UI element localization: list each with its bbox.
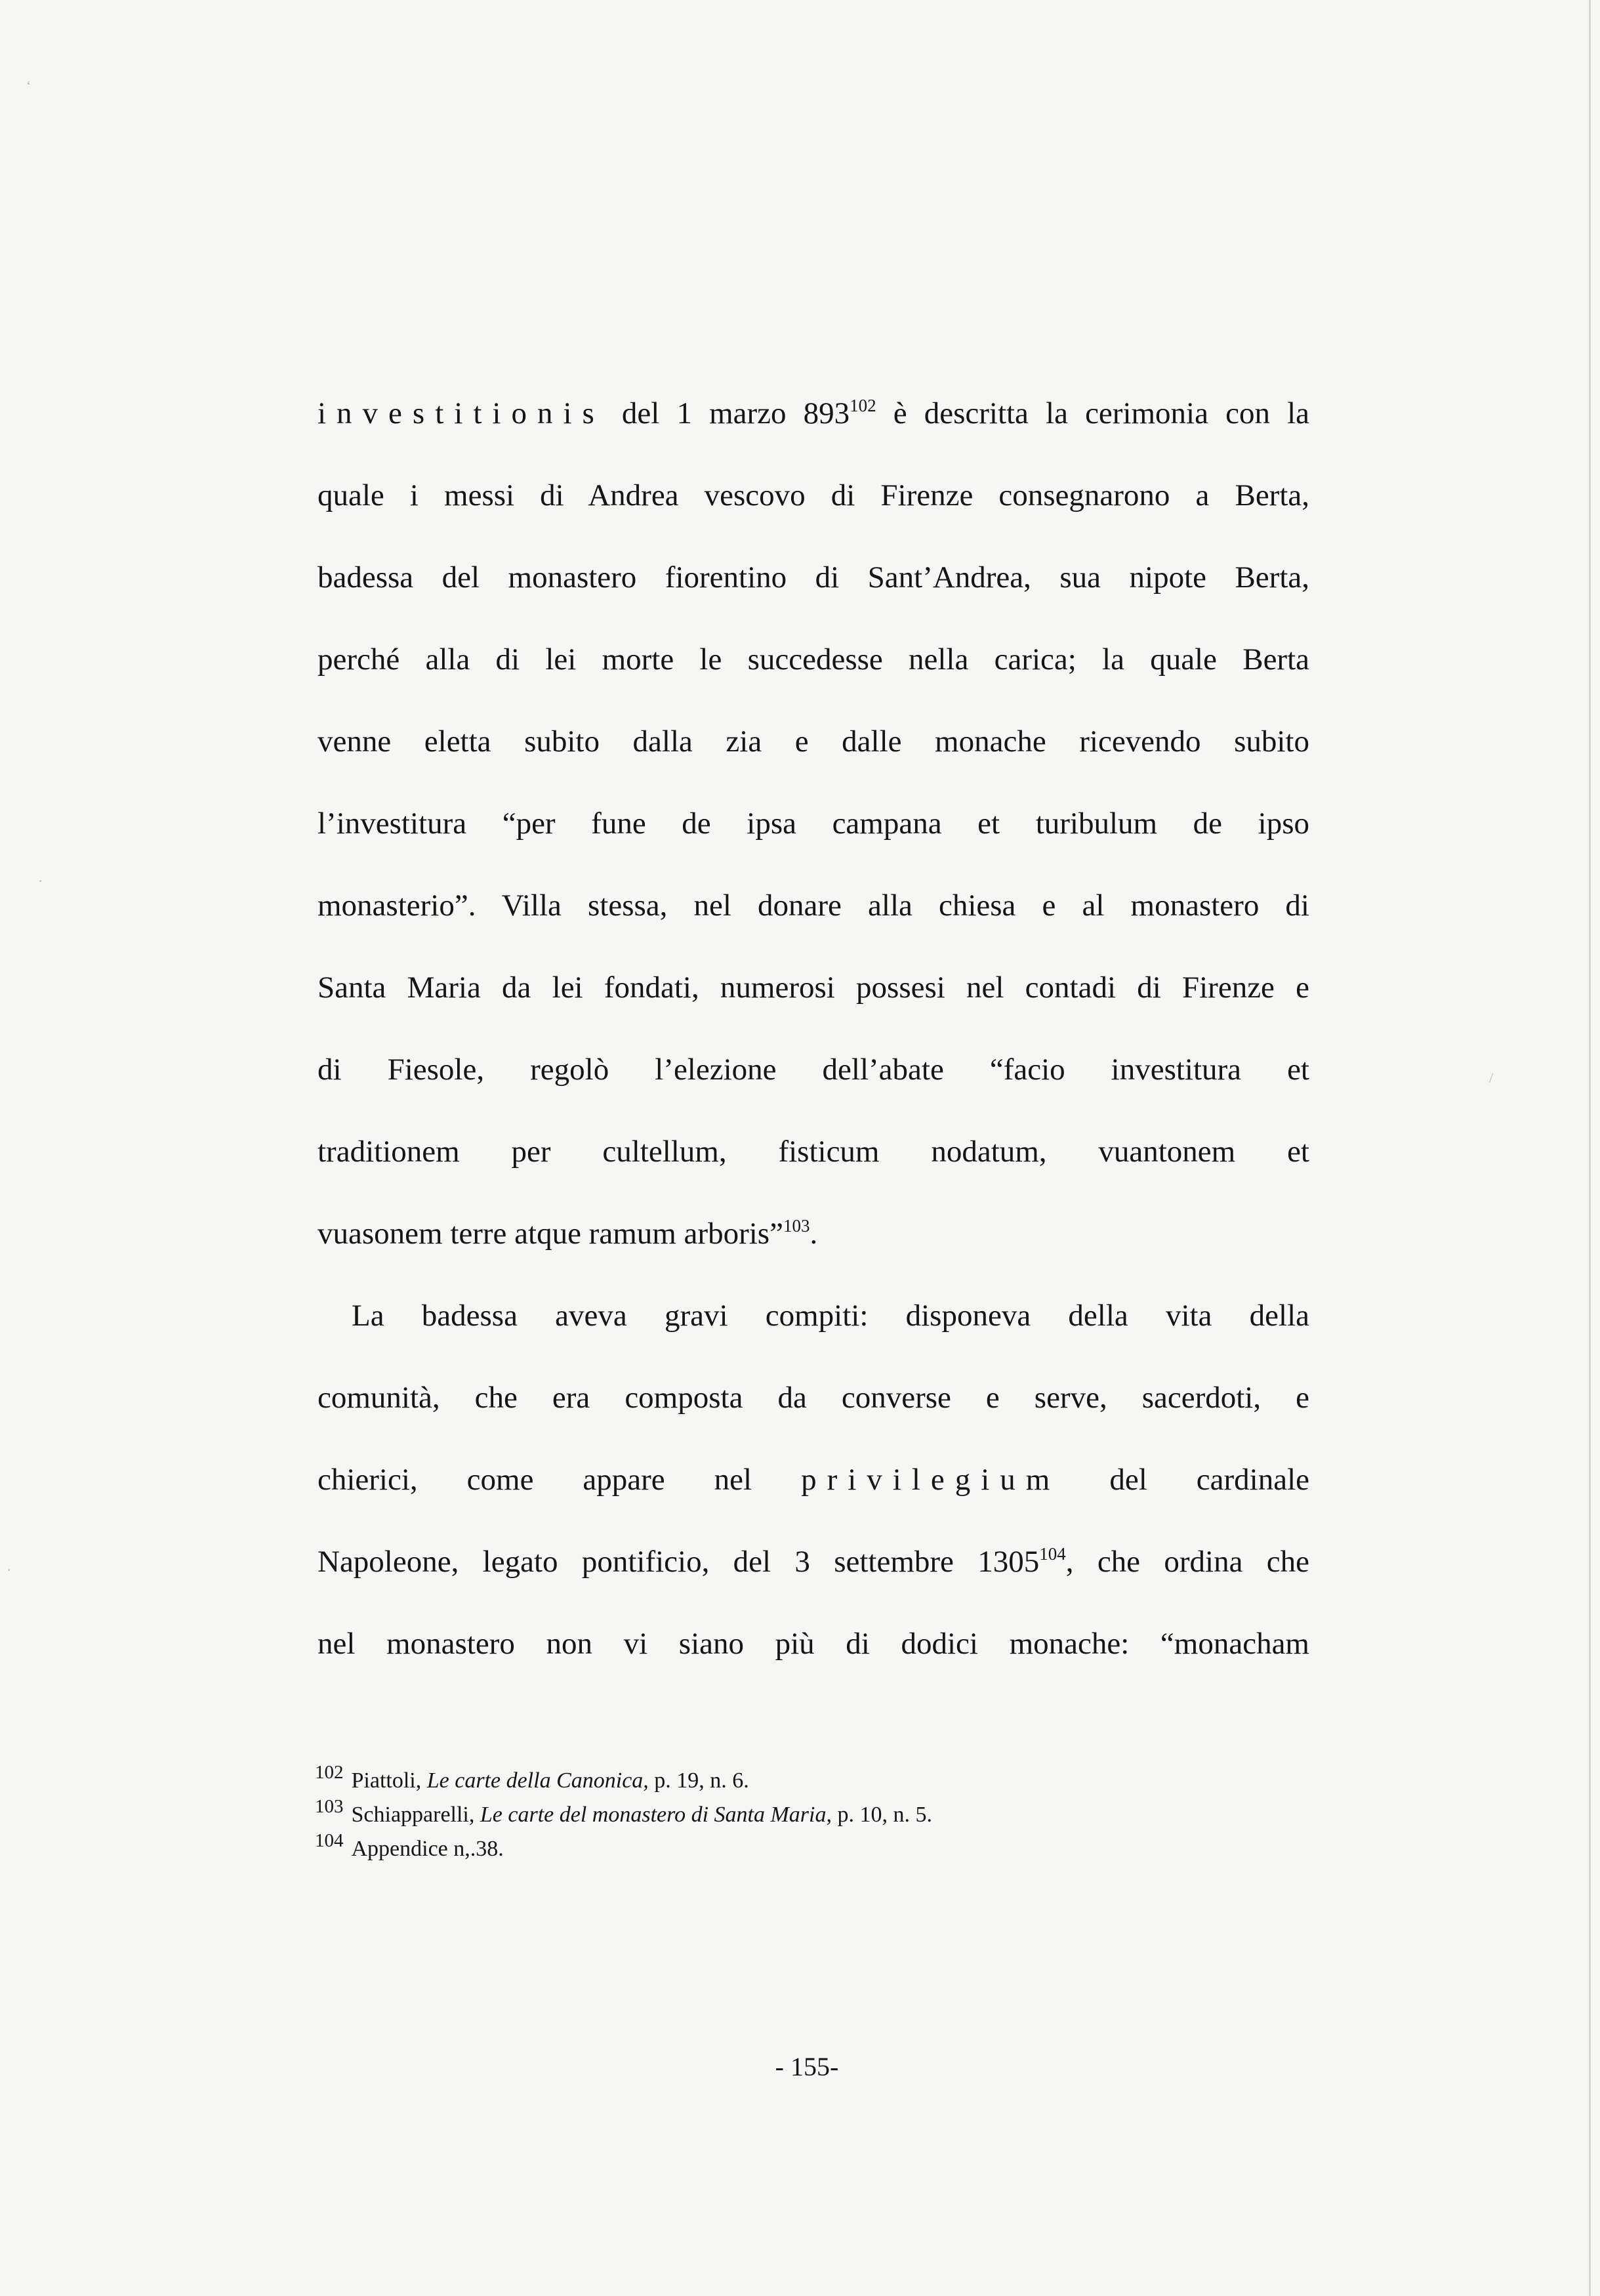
scan-mark: ·: [7, 1562, 12, 1578]
footnote-number: 103: [315, 1796, 344, 1817]
text-line: venne eletta subito dalla zia e dalle monache ricevendo subito: [318, 724, 1309, 759]
body-text: [318, 373, 1309, 1685]
footnote: 104 Appendice n,.38.: [315, 1830, 504, 1861]
page-edge-divider: [1589, 0, 1591, 2296]
text-line: comunità, che era composta da converse e serve, sacerdoti, e: [318, 1381, 1309, 1415]
footnote: 103 Schiapparelli, Le carte del monastero di Santa Maria, p. 10, n. 5.: [315, 1796, 932, 1827]
footnote-number: 102: [315, 1762, 344, 1783]
text-line: traditionem per cultellum, fisticum nodatum, vuantonem et: [318, 1135, 1309, 1169]
text-line: investitionis del 1 marzo $893^{102}$ è descritta la cerimonia con la: [318, 396, 1309, 430]
footnote-ref: 102: [850, 396, 876, 415]
scan-mark: ‘: [26, 77, 31, 94]
scan-mark: ·: [38, 873, 43, 889]
text-line: La badessa aveva gravi compiti: disponeva della vita della: [352, 1299, 1309, 1333]
text-line: nel monastero non vi siano più di dodici monache: “monacham: [318, 1627, 1309, 1661]
scan-mark: /: [1489, 1070, 1494, 1086]
text-line: Napoleone, legato pontificio, del 3 settembre 1305$^{104}$, che ordina che: [318, 1544, 1309, 1579]
text-line: Santa Maria da lei fondati, numerosi possesi nel contadi di Firenze e: [318, 971, 1309, 1005]
footnote: 102 Piattoli, Le carte della Canonica, p. 19, n. 6.: [315, 1762, 749, 1793]
text-line: badessa del monastero fiorentino di Sant’Andrea, sua nipote Berta,: [318, 560, 1309, 595]
text-line: di Fiesole, regolò l’elezione dell’abate “facio investitura et: [318, 1053, 1309, 1087]
spaced-term: investitionis: [318, 396, 605, 430]
text-line: quale i messi di Andrea vescovo di Firenze consegnarono a Berta,: [318, 478, 1309, 512]
footnote-number: 104: [315, 1830, 344, 1851]
text-line: vuasonem terre atque ramum arboris”$^{103}$.: [318, 1216, 818, 1251]
text-line: monasterio”. Villa stessa, nel donare alla chiesa e al monastero di: [318, 888, 1309, 923]
spaced-term: privilegium: [801, 1463, 1061, 1497]
text-line: l’investitura “per fune de ipsa campana et turibulum de ipso: [318, 806, 1309, 841]
footnote-ref: 104: [1039, 1544, 1066, 1564]
footnote-ref: 103: [783, 1216, 810, 1236]
text-line: perché alla di lei morte le succedesse nella carica; la quale Berta: [318, 642, 1309, 677]
text-line: chierici, come appare nel privilegium del cardinale: [318, 1463, 1309, 1497]
page-number: - 155-: [775, 2052, 839, 2081]
footnotes: [315, 1764, 1338, 1866]
